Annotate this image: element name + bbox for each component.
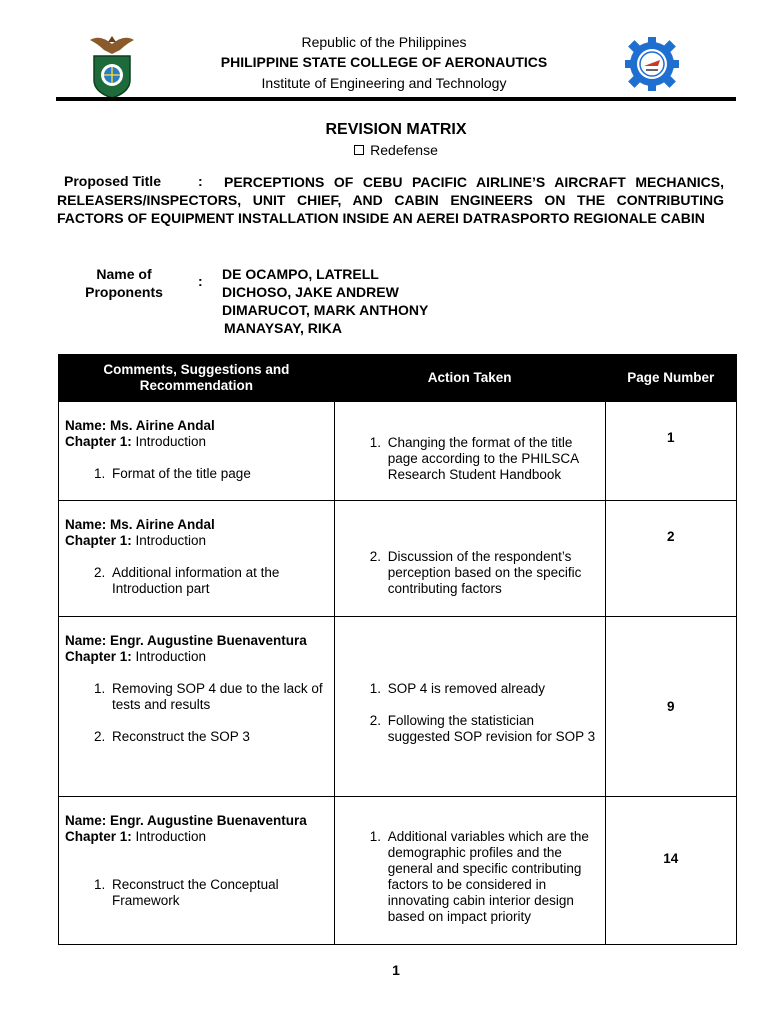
header-divider [56,97,736,101]
footer-page-number: 1 [392,962,400,978]
page-number-cell: 9 [605,617,736,797]
action-item: 2. Following the statistician suggested SOP revision for SOP 3 [385,713,599,745]
proponent-name: MANAYSAY, RIKA [224,320,342,336]
proponents-label-line2: Proponents [85,284,163,300]
table-header-row [59,355,737,402]
reviewer-name: Name: Ms. Airine Andal [65,418,215,433]
table-row [59,501,737,617]
proposed-title-colon: : [198,173,203,189]
action-cell [334,617,605,797]
table-row [59,402,737,501]
header-comments: Comments, Suggestions and Recommendation [59,355,335,402]
proposed-title-text: PERCEPTIONS OF CEBU PACIFIC AIRLINE’S AIRCRAFT MECHANICS, RELEASERS/INSPECTORS, UNIT CHIEF, AND CABIN ENGINEERS ON THE CONTRIBUTING FACTORS OF EQUIPMENT INSTALLATION INSIDE AN AEREI DATRASPORTO REGIONALE CABIN [57,174,724,226]
action-item: 2. Discussion of the respondent’s perception based on the specific contributing factors [385,549,599,597]
reviewer-name: Name: Engr. Augustine Buenaventura [65,813,307,828]
action-item: 1. Changing the format of the title page according to the PHILSCA Research Student Handbook [385,435,599,483]
checkbox-icon [354,145,364,155]
chapter-line [65,829,328,845]
proponents-label [80,265,168,301]
header-page: Page Number [605,355,736,402]
institute-name: Institute of Engineering and Technology [261,75,507,91]
chapter-text: Introduction [131,649,207,664]
action-item: 1. SOP 4 is removed already [385,681,599,697]
table-row [59,797,737,945]
proponents-label-line1: Name of [96,266,152,282]
chapter-text: Introduction [131,829,207,844]
page-title: REVISION MATRIX [325,121,467,138]
proponents-colon: : [198,273,203,289]
proponent-name: DE OCAMPO, LATRELL [222,266,379,282]
action-cell [334,501,605,617]
chapter-line [65,533,328,549]
chapter-text: Introduction [131,533,207,548]
comment-item: 1. Removing SOP 4 due to the lack of tests and results [109,681,328,713]
proponent-name: DICHOSO, JAKE ANDREW [222,284,399,300]
redefense-checkbox-row [56,142,736,158]
comment-item: 2. Additional information at the Introduction part [109,565,328,597]
page-number-cell: 1 [605,402,736,501]
proponent-name: DIMARUCOT, MARK ANTHONY [222,302,429,318]
action-item: 1. Additional variables which are the demographic profiles and the general and specific contributing factors to be considered in innovating cabin interior design based on impact priority [385,829,599,925]
comments-cell [59,617,335,797]
proposed-title-label: Proposed Title [64,173,161,189]
reviewer-name: Name: Engr. Augustine Buenaventura [65,633,307,648]
revision-table [58,354,737,945]
comments-cell [59,797,335,945]
chapter-label: Chapter 1: [65,829,132,844]
comment-item: 1. Format of the title page [109,466,328,482]
comment-item: 2. Reconstruct the SOP 3 [109,729,328,745]
page-number-cell: 2 [605,501,736,617]
comment-item: 1. Reconstruct the Conceptual Framework [109,877,328,909]
chapter-text: Introduction [131,434,207,449]
comments-cell [59,402,335,501]
chapter-line [65,434,328,450]
chapter-label: Chapter 1: [65,434,132,449]
action-cell [334,797,605,945]
chapter-label: Chapter 1: [65,649,132,664]
comments-cell [59,501,335,617]
chapter-label: Chapter 1: [65,533,132,548]
republic-line: Republic of the Philippines [301,34,467,50]
proponents-list [222,265,428,337]
college-name: PHILIPPINE STATE COLLEGE OF AERONAUTICS [220,54,548,70]
reviewer-name: Name: Ms. Airine Andal [65,517,215,532]
page-number-cell: 14 [605,797,736,945]
table-row [59,617,737,797]
header-action: Action Taken [334,355,605,402]
action-cell [334,402,605,501]
chapter-line [65,649,328,665]
checkbox-label: Redefense [370,142,438,158]
